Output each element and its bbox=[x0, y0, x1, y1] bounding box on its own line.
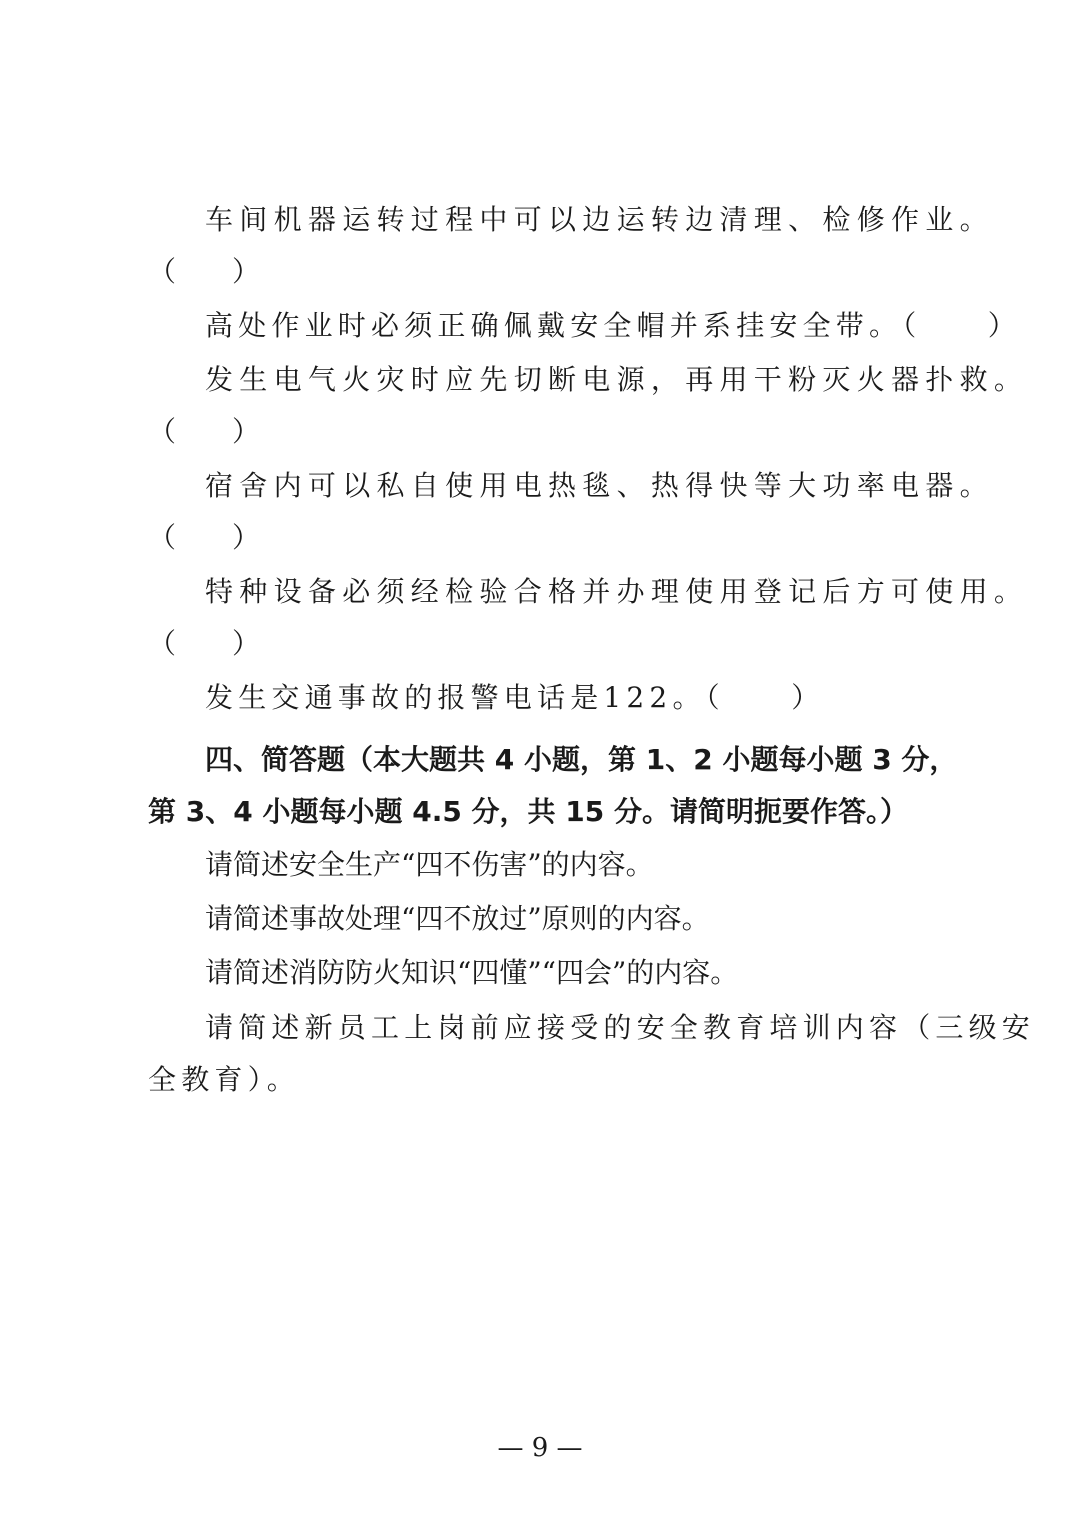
tf-question-4: 宿舍内可以私自使用电热毯、热得快等大功率电器。 bbox=[205, 469, 994, 502]
page-number: — 9 — bbox=[497, 1433, 583, 1463]
short-answer-question-4-line-1: 请简述新员工上岗前应接受的安全教育培训内容（三级安 bbox=[205, 1011, 1036, 1044]
tf-answer-blank-1: （ ） bbox=[148, 255, 261, 288]
short-answer-question-4-line-2: 全教育）。 bbox=[148, 1063, 301, 1096]
short-answer-question-3: 请简述消防防火知识“四懂”“四会”的内容。 bbox=[205, 956, 739, 989]
tf-question-1: 车间机器运转过程中可以边运转边清理、检修作业。 bbox=[205, 203, 994, 236]
section-heading-line-2: 第 3、4 小题每小题 4.5 分，共 15 分。请简明扼要作答。） bbox=[148, 795, 909, 828]
short-answer-question-1: 请简述安全生产“四不伤害”的内容。 bbox=[205, 848, 654, 881]
tf-answer-blank-3: （ ） bbox=[148, 415, 261, 448]
tf-question-5: 特种设备必须经检验合格并办理使用登记后方可使用。 bbox=[205, 575, 1029, 608]
tf-question-2: 高处作业时必须正确佩戴安全帽并系挂安全带。（ ） bbox=[205, 309, 1022, 342]
tf-answer-blank-5: （ ） bbox=[148, 627, 261, 660]
short-answer-question-2: 请简述事故处理“四不放过”原则的内容。 bbox=[205, 902, 710, 935]
section-heading-line-1: 四、简答题（本大题共 4 小题，第 1、2 小题每小题 3 分， bbox=[205, 743, 958, 776]
tf-question-6: 发生交通事故的报警电话是122。（ ） bbox=[205, 681, 825, 714]
tf-answer-blank-4: （ ） bbox=[148, 521, 261, 554]
tf-question-3: 发生电气火灾时应先切断电源，再用干粉灭火器扑救。 bbox=[205, 363, 1029, 396]
